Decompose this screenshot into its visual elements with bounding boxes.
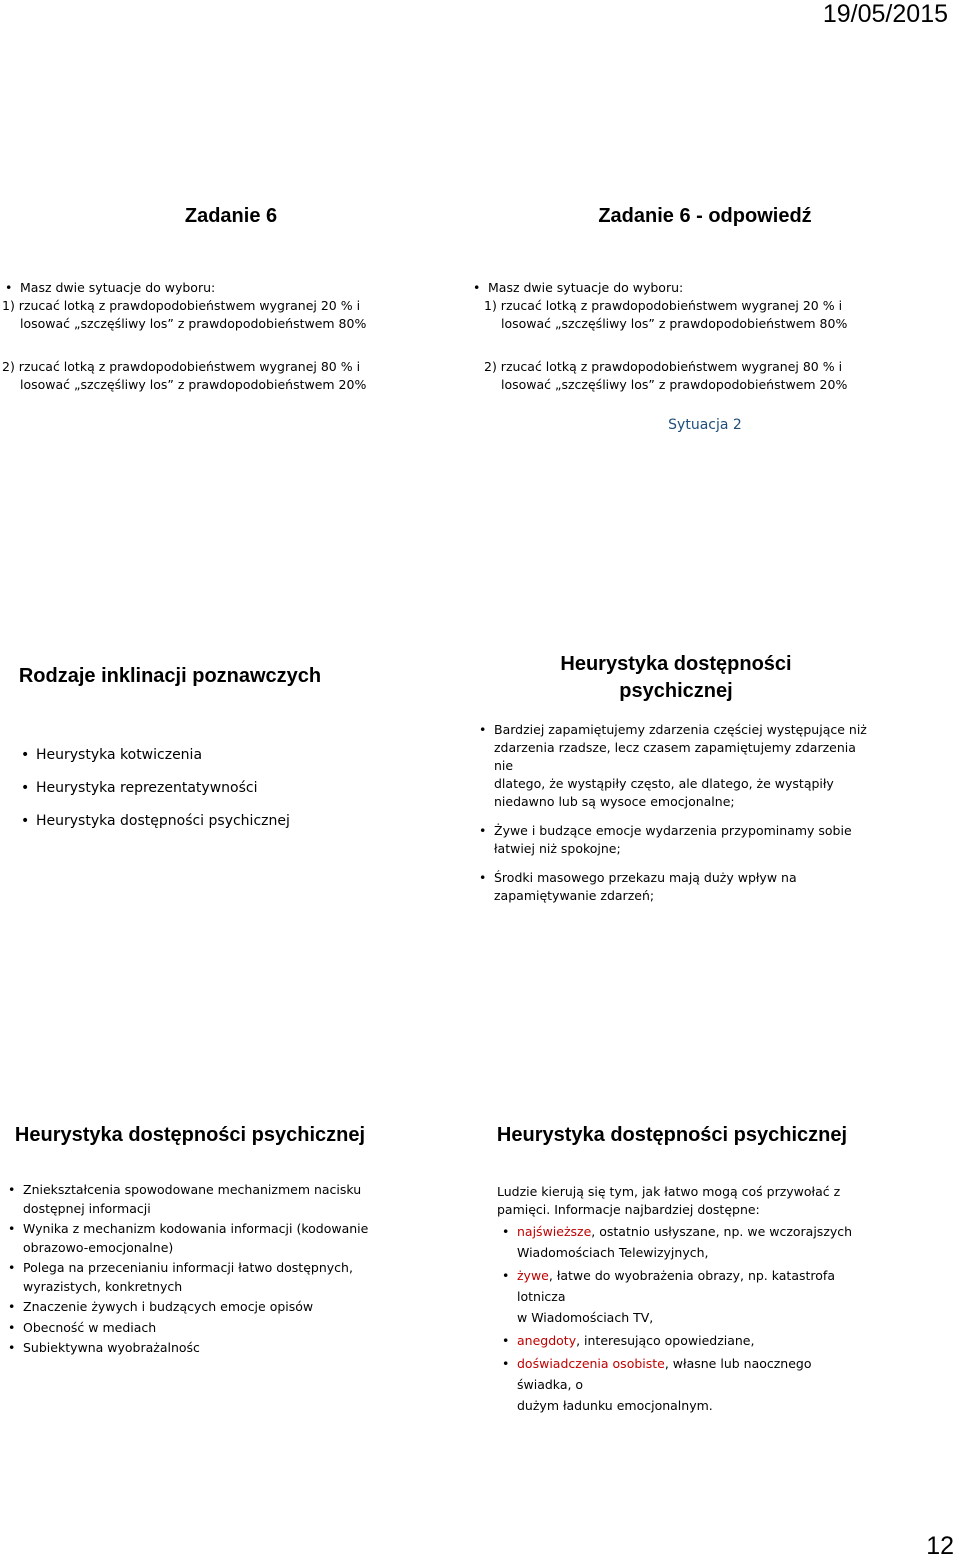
bullet-item: • Masz dwie sytuacje do wyboru:: [2, 279, 460, 297]
slide-title: Heurystyka dostępności psychicznej: [496, 1124, 848, 1146]
slide-body: [5, 1181, 375, 1358]
slide-rodzaje-inklinacji: [0, 664, 340, 838]
slide-body: [470, 279, 940, 434]
slide-title: Zadanie 6 - odpowiedź: [598, 205, 812, 227]
bullet-item: • Masz dwie sytuacje do wyboru:: [470, 279, 940, 297]
slide-body: [476, 721, 876, 905]
bullet-item: • Wynika z mechanizm kodowania informacji (kodowanie obrazowo-emocjonalne): [5, 1220, 375, 1257]
bullet-item: • Bardziej zapamiętujemy zdarzenia częściej występujące niż zdarzenia rzadsze, lecz czasem zapamiętujemy zdarzenia nie dlatego, że wystąpiły często, ale dlatego, że wystąpiły niedawno lub są wysoce emocjonalne;: [476, 721, 876, 811]
option-1-line: 1) rzucać lotką z prawdopodobieństwem wygranej 20 % i: [2, 298, 361, 313]
option-2-line: losować „szczęśliwy los” z prawdopodobieństwem 20%: [501, 377, 848, 392]
bullet-list: [18, 739, 340, 838]
page-number: 12: [926, 1532, 954, 1560]
option-2-line: 2) rzucać lotką z prawdopodobieństwem wygranej 80 % i: [2, 359, 361, 374]
bullet-item: • Obecność w mediach: [5, 1319, 375, 1338]
slide-zadanie-6: [2, 204, 460, 394]
list-item: • najświeższe, ostatnio usłyszane, np. we wczorajszych Wiadomościach Telewizyjnych,: [499, 1221, 860, 1263]
title-line: Heurystyka dostępności: [560, 653, 792, 675]
slide-body: [2, 279, 460, 394]
intro-line: Ludzie kierują się tym, jak łatwo mogą coś przywołać z: [497, 1184, 841, 1199]
slide-title: [476, 651, 876, 705]
list-item: • Heurystyka dostępności psychicznej: [18, 805, 340, 838]
bullet-item: • Środki masowego przekazu mają duży wpływ na zapamiętywanie zdarzeń;: [476, 869, 876, 905]
option-1-line: 1) rzucać lotką z prawdopodobieństwem wygranej 20 % i: [484, 298, 843, 313]
option-1-line: losować „szczęśliwy los” z prawdopodobieństwem 80%: [501, 316, 848, 331]
slide-title: Zadanie 6: [184, 205, 278, 227]
slide-heurystyka-opis: [5, 1123, 375, 1358]
slide-heurystyka-informacje: [484, 1123, 860, 1416]
slide-zadanie-6-odpowiedz: [470, 204, 940, 434]
answer-text: Sytuacja 2: [668, 417, 742, 433]
slide-title: Heurystyka dostępności psychicznej: [14, 1124, 366, 1146]
option-2-line: losować „szczęśliwy los” z prawdopodobieństwem 20%: [20, 377, 367, 392]
bullet-item: • Znaczenie żywych i budzących emocje opisów: [5, 1298, 375, 1317]
list-item: • doświadczenia osobiste, własne lub naocznego świadka, o dużym ładunku emocjonalnym.: [499, 1353, 860, 1416]
bullet-item: • Zniekształcenia spowodowane mechanizmem nacisku dostępnej informacji: [5, 1181, 375, 1218]
list-item: • anegdoty, interesująco opowiedziane,: [499, 1330, 860, 1351]
intro-line: pamięci. Informacje najbardziej dostępne:: [497, 1202, 760, 1217]
option-2-line: 2) rzucać lotką z prawdopodobieństwem wygranej 80 % i: [484, 359, 843, 374]
header-date: 19/05/2015: [822, 0, 948, 28]
slide-title: Rodzaje inklinacji poznawczych: [18, 665, 322, 687]
list-item: • Heurystyka kotwiczenia: [18, 739, 340, 772]
title-line: psychicznej: [619, 680, 733, 702]
list-item: • Heurystyka reprezentatywności: [18, 772, 340, 805]
slide-heurystyka-dostepnosci: [476, 651, 876, 905]
bullet-item: • Subiektywna wyobrażalnośc: [5, 1339, 375, 1358]
option-1-line: losować „szczęśliwy los” z prawdopodobieństwem 80%: [20, 316, 367, 331]
bullet-item: • Żywe i budzące emocje wydarzenia przypominamy sobie łatwiej niż spokojne;: [476, 822, 876, 858]
list-item: • żywe, łatwe do wyobrażenia obrazy, np. katastrofa lotnicza w Wiadomościach TV,: [499, 1265, 860, 1328]
bullet-item: • Polega na przecenianiu informacji łatwo dostępnych, wyrazistych, konkretnych: [5, 1259, 375, 1296]
slide-body: [484, 1183, 860, 1416]
